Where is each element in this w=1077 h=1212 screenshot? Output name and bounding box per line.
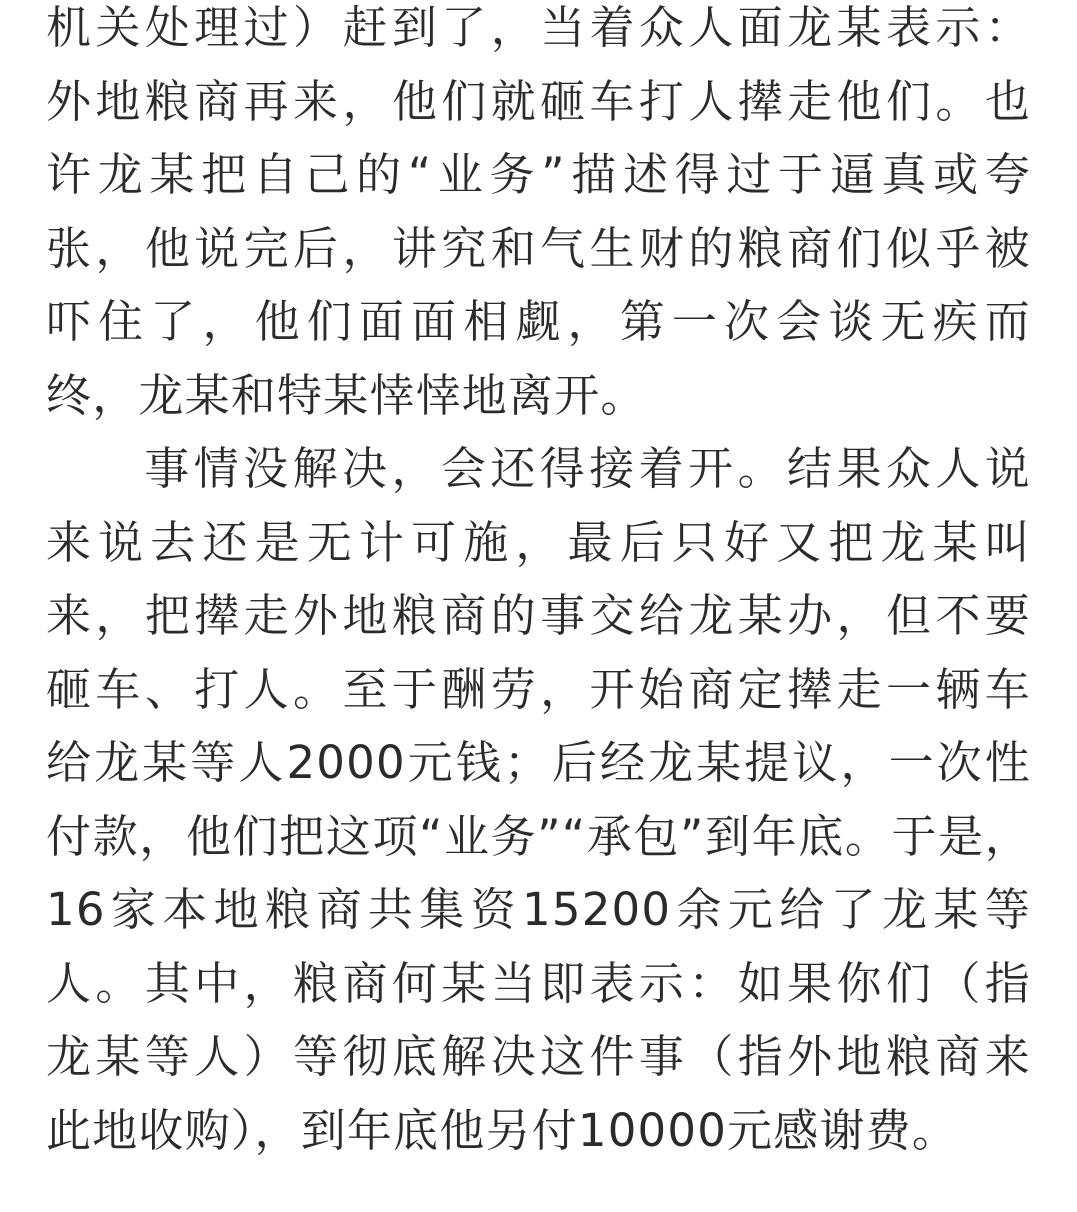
text-line: 事情没解决，会还得接着开。结果众人说 [141,442,1031,495]
text-line: 砸车、打人。至于酬劳，开始商定撵走一辆车 [46,662,1031,716]
text-line: 付款，他们把这项“业务”“承包”到年底。于是， [46,809,1031,863]
article-body [46,0,1031,1167]
text-line: 张，他说完后，讲究和气生财的粮商们似乎被 [46,221,1031,275]
text-line: 16家本地粮商共集资15200余元给了龙某等 [46,883,1031,936]
text-line: 许龙某把自己的“业务”描述得过于逼真或夸 [46,148,1031,201]
paragraph-end-line: 终，龙某和特某悻悻地离开。 [46,368,647,422]
paragraph-start-line [46,432,1031,506]
text-line: 龙某等人）等彻底解决这件事（指外地粮商来 [46,1030,1031,1083]
text-line: 给龙某等人2000元钱；后经龙某提议，一次性 [46,736,1031,789]
paragraph-end-line: 此地收购），到年底他另付10000元感谢费。 [46,1103,959,1157]
text-line: 来说去还是无计可施，最后只好又把龙某叫 [46,515,1031,569]
text-line: 人。其中，粮商何某当即表示：如果你们（指 [46,956,1031,1010]
text-line: 机关处理过）赶到了，当着众人面龙某表示： [46,1,1031,54]
text-line: 外地粮商再来，他们就砸车打人撵走他们。也 [46,74,1031,128]
text-line: 来，把撵走外地粮商的事交给龙某办，但不要 [46,589,1031,642]
text-line: 吓住了，他们面面相觑，第一次会谈无疾而 [46,295,1031,348]
